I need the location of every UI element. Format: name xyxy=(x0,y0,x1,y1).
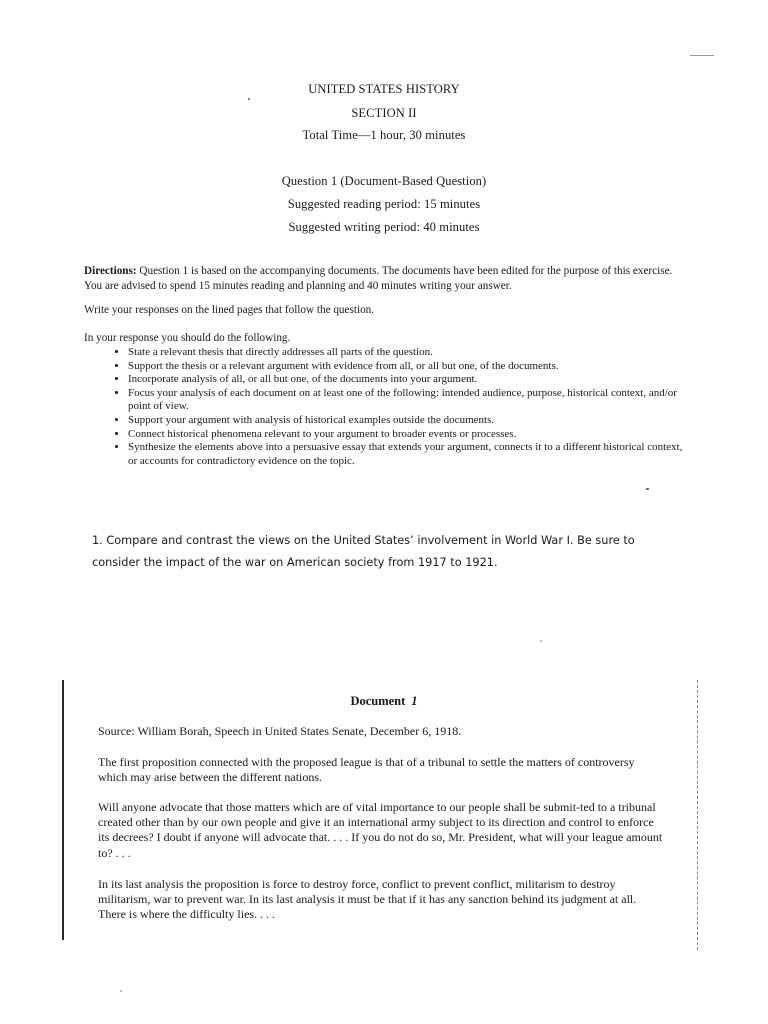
question-type-heading: Question 1 (Document-Based Question) xyxy=(281,174,487,188)
list-item: • Synthesize the elements above into a persuasive essay that extends your argument, connects it to a different historical context, or accounts for contradictory evidence on the topic. xyxy=(128,441,688,467)
document-right-border xyxy=(697,680,699,950)
response-intro: In your response you should do the following. xyxy=(84,332,291,344)
question-prompt: 1. Compare and contrast the views on the United States’ involvement in World War I. Be sure to consider the impact of the war on American society from 1917 to 1921. xyxy=(92,534,635,569)
list-item: • Support your argument with analysis of historical examples outside the documents. xyxy=(128,414,688,427)
scan-speck xyxy=(690,55,714,56)
write-instruction: Write your responses on the lined pages that follow the question. xyxy=(84,304,375,316)
document-source: Source: William Borah, Speech in United States Senate, December 6, 1918. xyxy=(98,724,462,738)
document-left-border xyxy=(62,680,64,940)
list-item: • Connect historical phenomena relevant to your argument to broader events or processes. xyxy=(128,428,688,441)
list-item: • State a relevant thesis that directly addresses all parts of the question. xyxy=(128,346,688,359)
list-item: • Incorporate analysis of all, or all but one, of the documents into your argument. xyxy=(128,373,688,386)
directions-paragraph xyxy=(84,264,684,294)
document-number: 1 xyxy=(411,694,418,708)
scan-speck xyxy=(120,990,122,992)
document-title xyxy=(0,694,768,709)
list-item: • Support the thesis or a relevant argument with evidence from all, or all but one, of the documents. xyxy=(128,360,688,373)
total-time: Total Time—1 hour, 30 minutes xyxy=(302,128,466,142)
document-paragraph: Will anyone advocate that those matters which are of vital importance to our people shall be submit-ted to a tribunal created other than by our own people and give it an international army subject to its direction and control to enforce its decrees? I doubt if anyone will advocate that. . . . If you do not do so, Mr. President, what will your league amount to? . . . xyxy=(98,800,663,860)
scan-speck xyxy=(646,488,649,490)
exam-subject-heading: UNITED STATES HISTORY xyxy=(308,82,460,96)
list-item: • Focus your analysis of each document on at least one of the following: intended audience, purpose, historical context, and/or point of view. xyxy=(128,387,688,413)
document-paragraph: The first proposition connected with the proposed league is that of a tribunal to settle the matters of controversy which may arise between the different nations. xyxy=(98,755,635,785)
section-heading: SECTION II xyxy=(351,106,417,120)
scan-speck xyxy=(540,640,542,642)
requirements-list xyxy=(106,346,688,468)
writing-period: Suggested writing period: 40 minutes xyxy=(288,220,480,234)
directions-label: Directions: xyxy=(84,265,137,277)
document-paragraph: In its last analysis the proposition is force to destroy force, conflict to prevent conflict, militarism to destroy militarism, war to prevent war. In its last analysis it must be that if it has any sanction behind its judgment at all. There is where the difficulty lies. . . . xyxy=(98,877,637,922)
directions-text: Question 1 is based on the accompanying documents. The documents have been edited for the purpose of this exercise. You are advised to spend 15 minutes reading and planning and 40 minutes writing your answer. xyxy=(84,265,673,292)
reading-period: Suggested reading period: 15 minutes xyxy=(287,197,481,211)
scan-speck xyxy=(248,98,250,100)
document-title-label: Document xyxy=(350,694,406,708)
